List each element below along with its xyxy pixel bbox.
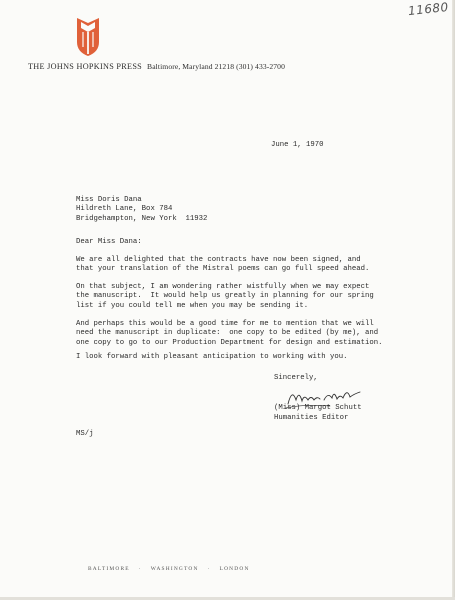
salutation: Dear Miss Dana:: [76, 238, 142, 246]
letter-date: June 1, 1970: [271, 141, 324, 149]
typist-initials: MS/j: [76, 430, 94, 438]
signer-title: Humanities Editor: [274, 414, 349, 422]
paragraph-line: We are all delighted that the contracts have now been signed, and: [76, 256, 361, 264]
press-name: THE JOHNS HOPKINS PRESS: [28, 62, 143, 71]
body-paragraph: [76, 256, 369, 275]
paragraph-line: On that subject, I am wondering rather wistfully when we may expect: [76, 283, 370, 291]
hopkins-shield-icon: [76, 18, 100, 56]
paragraph-line: need the manuscript in duplicate: one copy to be edited (by me), and: [76, 329, 379, 338]
recipient-line: Bridgehampton, New York 11932: [76, 214, 208, 223]
press-address: Baltimore, Maryland 21218 (301) 433-2700: [147, 62, 285, 71]
body-paragraph: [76, 283, 374, 311]
recipient-address: [76, 196, 207, 224]
archive-number: 11680: [407, 0, 450, 19]
recipient-line: Hildreth Lane, Box 784: [76, 205, 173, 214]
paragraph-line: list if you could tell me when you may be sending it.: [76, 301, 309, 310]
paragraph-line: one copy to go to our Production Department for design and estimation.: [76, 338, 383, 347]
letterhead: [28, 62, 285, 71]
footer-dot: ·: [207, 566, 211, 572]
recipient-line: Miss Doris Dana: [76, 196, 142, 204]
footer-dot: ·: [138, 566, 142, 572]
paragraph-line: I look forward with pleasant anticipation to working with you.: [76, 353, 348, 361]
footer-city: BALTIMORE: [88, 566, 130, 572]
paragraph-line: And perhaps this would be a good time for me to mention that we will: [76, 320, 374, 328]
paragraph-line: that your translation of the Mistral poems can go full speed ahead.: [76, 265, 370, 274]
footer-cities: [88, 566, 250, 572]
body-paragraph: [76, 320, 383, 348]
closing: Sincerely,: [274, 374, 318, 382]
footer-city: LONDON: [219, 566, 250, 572]
paragraph-line: the manuscript. It would help us greatly in planning for our spring: [76, 292, 374, 301]
footer-city: WASHINGTON: [150, 566, 199, 572]
body-paragraph: [76, 353, 348, 362]
signer-name: (Miss) Margot Schutt: [274, 404, 362, 412]
